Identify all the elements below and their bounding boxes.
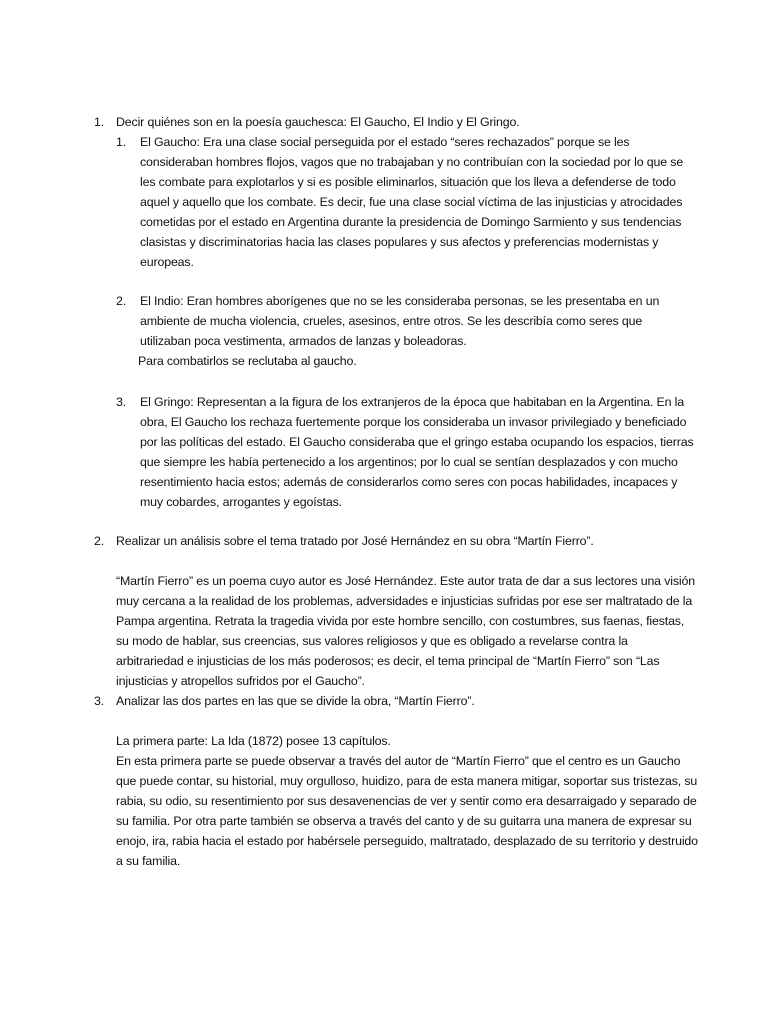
indio-extra-text: Para combatirlos se reclutaba al gaucho. <box>138 354 357 368</box>
gringo-text: El Gringo: Representan a la figura de los extranjeros de la época que habitaban en la Argentina. En la obra, El Gaucho los rechaza fuertemente porque los consideraba un invasor privilegiado y beneficiado por las políticas del estado. El Gaucho consideraba que el gringo estaba ocupando los espacios, tierras que siempre les había pertenecido a los argentinos; por lo cual se sentían desplazados y con mucho resentimiento hacia estos; además de considerarlos como seres con pocas habilidades, incapaces y muy cobardes, arrogantes y egoístas. <box>140 395 694 509</box>
indio-text: El Indio: Eran hombres aborígenes que no se les consideraba personas, se les presentaba en un ambiente de mucha violencia, crueles, asesinos, entre otros. Se les describía como seres que utilizaban poca vestimenta, armados de lanzas y boleadoras. <box>140 294 660 348</box>
question-2-number: 2. <box>94 534 105 548</box>
gringo-number: 3. <box>116 395 127 409</box>
indio-number: 2. <box>116 294 127 308</box>
question-3-text: Analizar las dos partes en las que se divide la obra, “Martín Fierro”. <box>116 694 475 708</box>
question-1-text: Decir quiénes son en la poesía gauchesca: El Gaucho, El Indio y El Gringo. <box>116 115 520 129</box>
question-2-answer: “Martín Fierro” es un poema cuyo autor es José Hernández. Este autor trata de dar a sus lectores una visión muy cercana a la realidad de los problemas, adversidades e injusticias sufridas por ese ser maltratado de la Pampa argentina. Retrata la tragedia vivida por este hombre sencillo, con costumbres, sus faenas, fiestas, su modo de hablar, sus creencias, sus valores religiosos y que es obligado a revelarse contra la arbitrariedad e injusticias de los más poderosos; es decir, el tema principal de “Martín Fierro” son “Las injusticias y atropellos sufridos por el Gaucho”. <box>116 574 695 688</box>
gaucho-number: 1. <box>116 135 127 149</box>
part-1-text: En esta primera parte se puede observar a través del autor de “Martín Fierro” que el centro es un Gaucho que puede contar, su historial, muy orgulloso, huidizo, para de esta manera mitigar, soportar sus tristezas, su rabia, su odio, su resentimiento por sus desavenencias de ver y sentir como era desarraigado y separado de su familia. Por otra parte también se observa a través del canto y de su guitarra una manera de expresar su enojo, ira, rabia hacia el estado por habérsele perseguido, maltratado, desplazado de su territorio y destruido a su familia. <box>116 754 698 868</box>
part-1-title: La primera parte: La Ida (1872) posee 13 capítulos. <box>116 734 391 748</box>
question-2-text: Realizar un análisis sobre el tema tratado por José Hernández en su obra “Martín Fierro”. <box>116 534 594 548</box>
question-1-number: 1. <box>94 115 105 129</box>
gaucho-text: El Gaucho: Era una clase social perseguida por el estado “seres rechazados” porque se les consideraban hombres flojos, vagos que no trabajaban y no contribuían con la sociedad por lo que se les combate para explotarlos y si es posible eliminarlos, situación que los lleva a defenderse de todo aquel y aquello que los combate. Es decir, fue una clase social víctima de las injusticias y atrocidades cometidas por el estado en Argentina durante la presidencia de Domingo Sarmiento y sus tendencias clasistas y discriminatorias hacia las clases populares y sus afectos y preferencias modernistas y europeas. <box>140 135 684 269</box>
question-3-number: 3. <box>94 694 105 708</box>
